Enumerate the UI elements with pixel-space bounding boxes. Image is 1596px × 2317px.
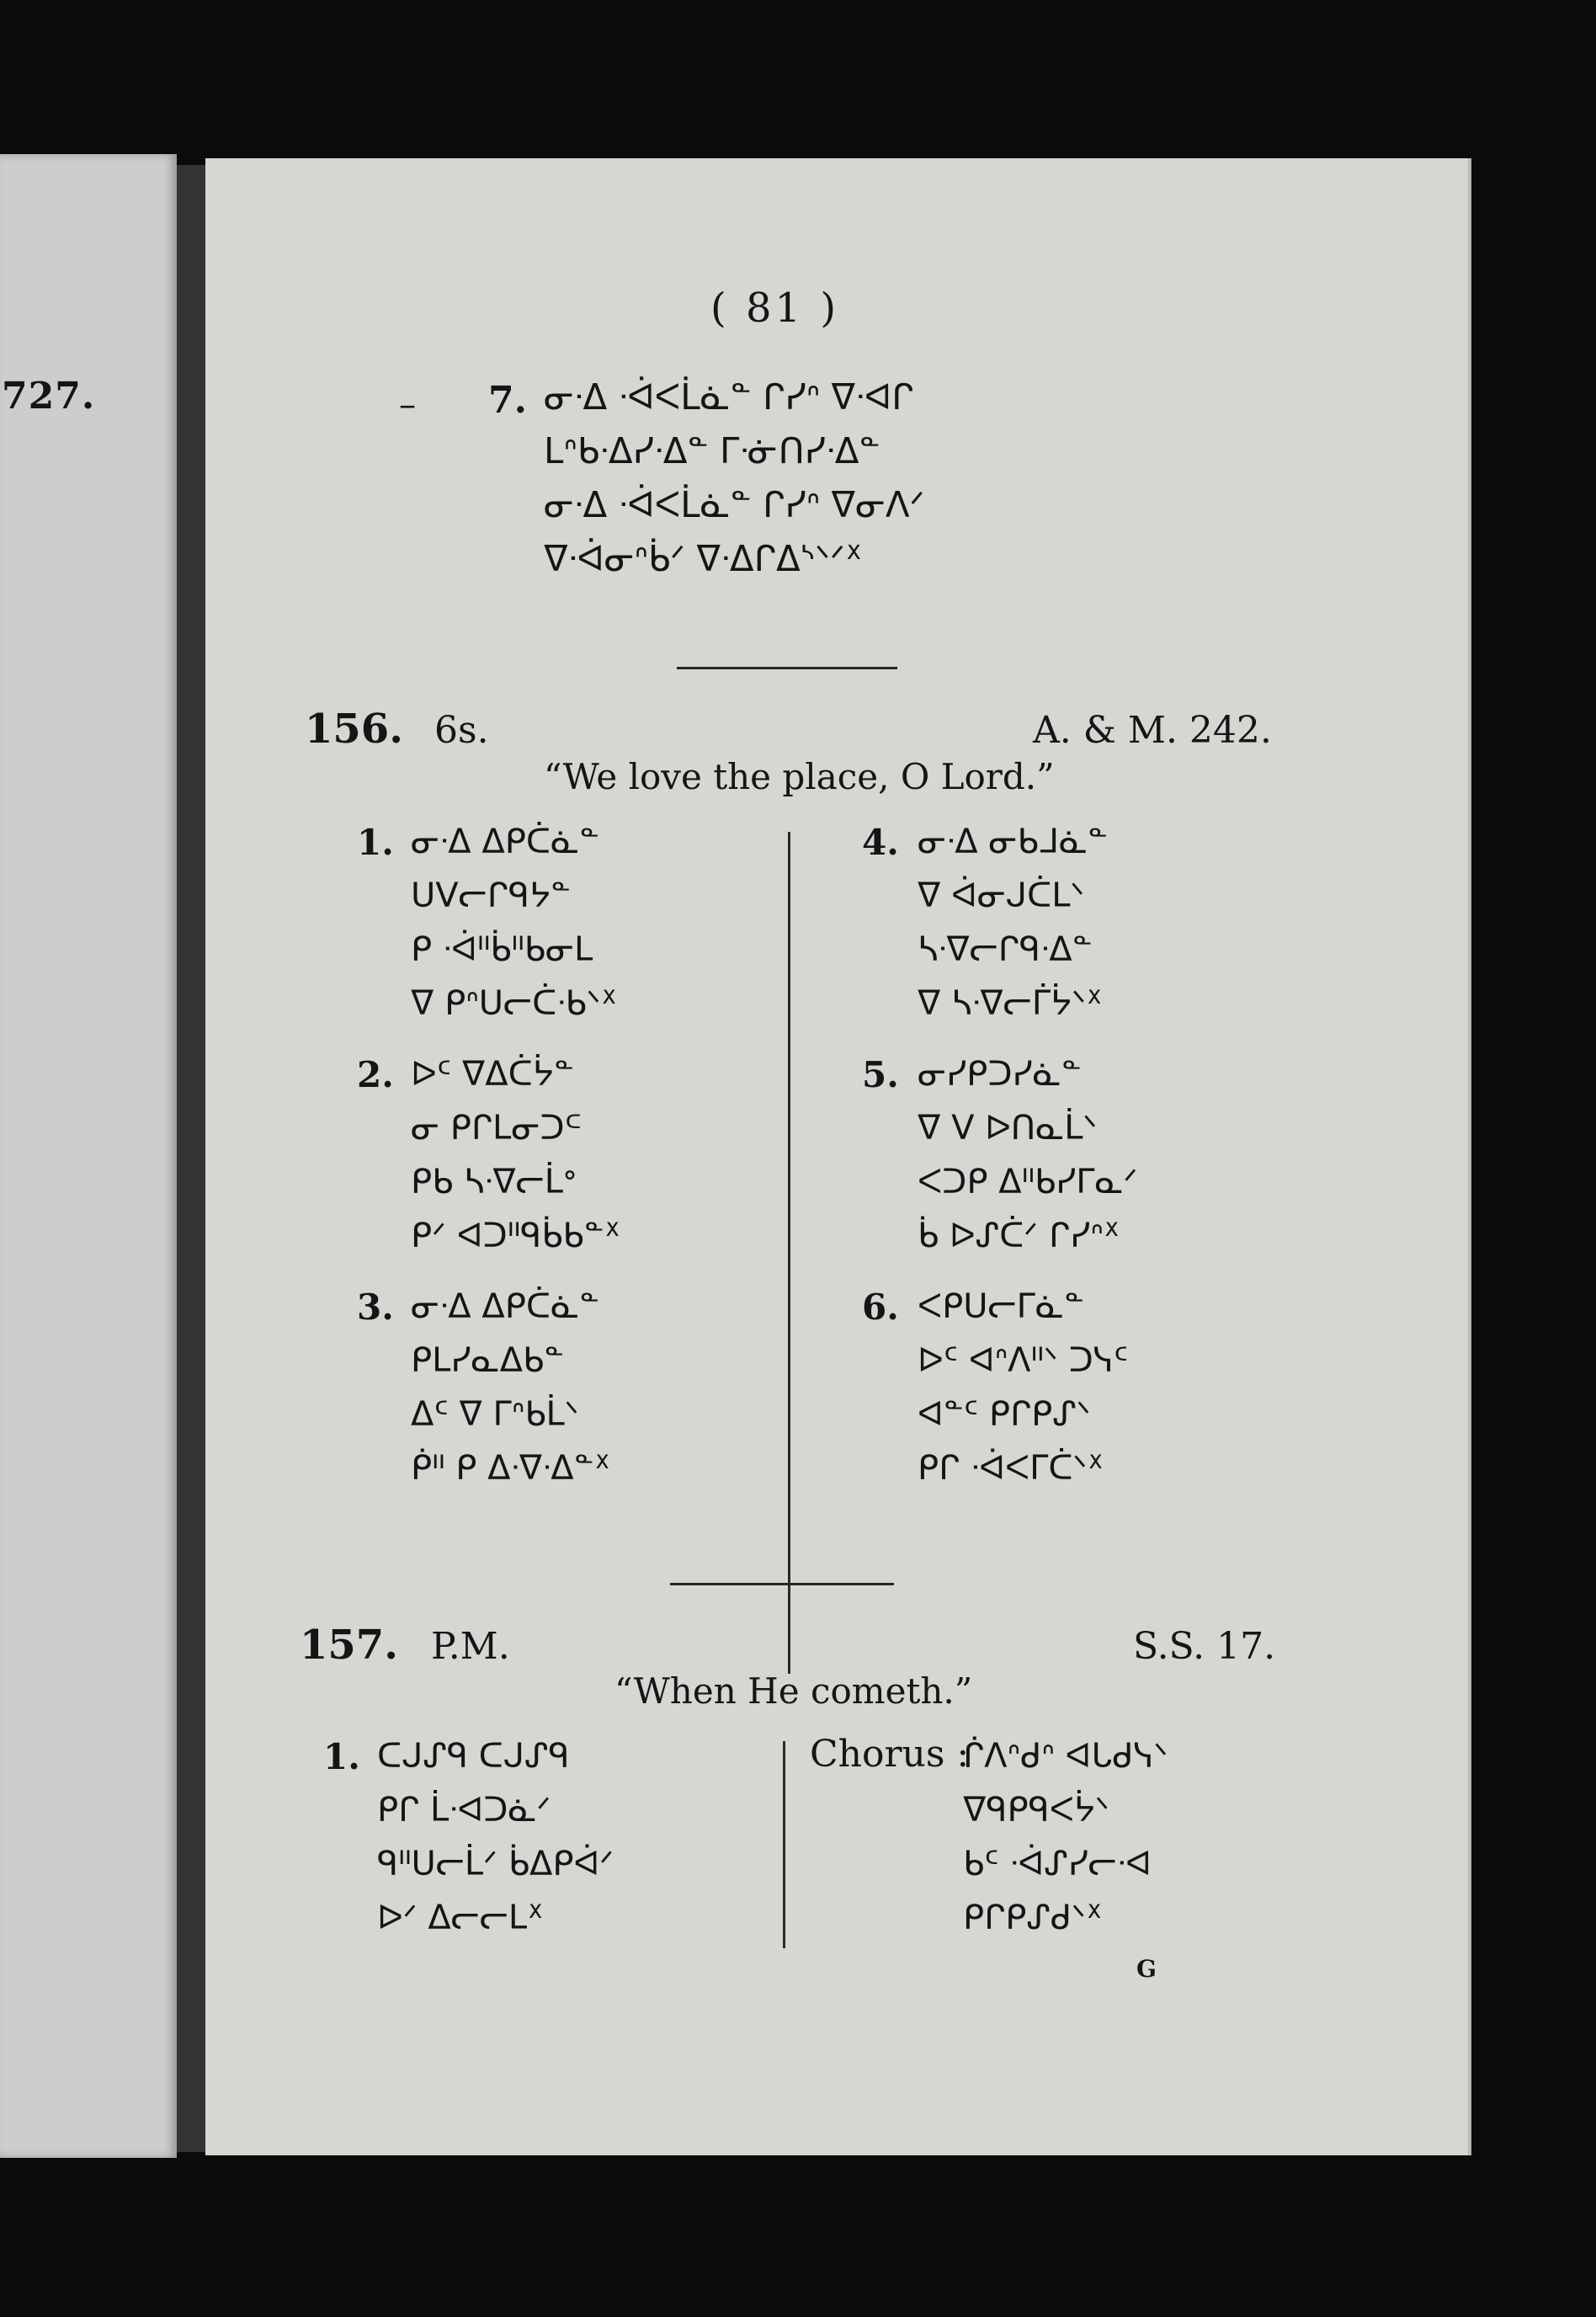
stanza-line: ᑭᒋ ᒫᐧᐊᑐᓈᐟ — [377, 1791, 551, 1830]
stanza-line: ᑭᒋ ᐧᐋᐸᒥᑖᐠᕽ — [918, 1449, 1104, 1488]
stanza-line: ᐁ ᐋᓂᒍᑖᒪᐠ — [918, 876, 1085, 915]
stanza-line: ᐃᑦ ᐁ ᒥᐢᑲᒫᐠ — [411, 1395, 579, 1434]
stanza-number: 1. — [323, 1736, 360, 1777]
stanza-line: ᐅᑦ ᐊᐢᐱᐦᐠ ᑐᓭᑦ — [918, 1341, 1129, 1380]
verse-line: ᓂᐧᐃ ᐧᐋᐸᒫᓈᓐ ᒋᓯᐢ ᐁᐧᐊᒋ — [544, 376, 914, 418]
chorus — [963, 1729, 1168, 1945]
verse-dash: – — [399, 386, 416, 424]
page-number: ( 81 ) — [710, 285, 840, 332]
stanza-number: 5. — [862, 1054, 899, 1095]
stanza-line: ᐁ ᐯ ᐅᑎᓇᒫᐠ — [918, 1109, 1098, 1148]
verse-line: ᒪᐢᑲᐧᐃᓯᐧᐃᓐ ᒥᐧᓃᑎᓯᐧᐃᓐ — [544, 430, 880, 471]
stanza-line: ᐅᐟ ᐃᓕᓕᒪᕽ — [377, 1899, 544, 1937]
stanza-line: ᑭᐟ ᐊᑐᐦᑫᑳᑲᓐᕽ — [411, 1217, 620, 1255]
stanza-line: ᑭᒪᓯᓇᐃᑲᓐ — [411, 1341, 565, 1380]
stanza-line: ᑫᐦᑌᓕᒫᐟ ᑳᐃᑭᐋᐟ — [377, 1845, 614, 1883]
stanza-line: ᑭᑲ ᓴᐧᐁᓕᒫᐤ — [411, 1163, 577, 1201]
stanza-line: ᐸᑐᑭ ᐃᐦᑲᓯᒥᓇᐟ — [918, 1163, 1138, 1201]
stanza-line: ᓂᐧᐃ ᐃᑭᑖᓈᓐ — [411, 1287, 600, 1326]
stanza-number: 1. — [357, 822, 394, 863]
stanza-line: ᐅᑦ ᐁᐃᑖᔮᓐ — [411, 1055, 574, 1094]
stanza-line: ᐁ ᓴᐧᐁᓕᒦᔮᐠᕽ — [918, 984, 1103, 1023]
stanza-number: 2. — [357, 1054, 394, 1095]
stanza-line: ᓂᐧᐃ ᓂᑲᒧᓈᓐ — [918, 823, 1109, 861]
column-divider — [783, 1741, 785, 1948]
stanza-line: ᐸᑭᑌᓕᒥᓈᓐ — [918, 1287, 1084, 1326]
stanza-line: ᐊᓐᑦ ᑭᒋᑭᔑᐠ — [918, 1395, 1091, 1434]
right-page — [205, 158, 1471, 2155]
stanza-number: 6. — [862, 1286, 899, 1328]
hymn-tune: A. & M. 242. — [1033, 709, 1272, 752]
stanza-line: ᑌᐯᓕᒋᑫᔭᓐ — [411, 876, 572, 915]
chorus-line: ᑲᑦ ᐧᐋᔑᓯᓕᐧᐊ — [963, 1845, 1152, 1883]
verse-line: ᐁᐧᐋᓂᐢᑳᐟ ᐁᐧᐃᒋᐃᔅᐠᐟᕽ — [544, 538, 863, 579]
signature-mark: G — [1136, 1955, 1157, 1983]
stanza-line: ᑮᐦ ᑭ ᐃᐧᐁᐧᐃᓐᕽ — [411, 1449, 611, 1488]
stanza-line: ᑳ ᐅᔑᑖᐟ ᒋᓯᐢᕽ — [918, 1217, 1120, 1255]
verse-7-text — [544, 370, 924, 586]
stanza-line: ᓂᓯᑭᑐᓯᓈᓐ — [918, 1055, 1082, 1094]
stanza-number: 4. — [862, 822, 899, 863]
binding-gutter — [177, 165, 205, 2152]
hymn-title: “When He cometh.” — [614, 1670, 973, 1712]
section-divider — [670, 1583, 894, 1585]
verse-line: ᓂᐧᐃ ᐧᐋᐸᒫᓈᓐ ᒋᓯᐢ ᐁᓂᐱᐟ — [544, 484, 925, 525]
hymn-meter: P.M. — [431, 1625, 510, 1668]
hymn-number: 157. — [300, 1622, 398, 1669]
stanza-line: ᐁ ᑭᐢᑌᓕᑖᐧᑲᐠᕽ — [411, 984, 617, 1023]
chorus-line: ᑭᒋᑭᔑᑯᐠᕽ — [963, 1899, 1103, 1937]
verse-number: 7. — [488, 379, 527, 422]
stanza-line: ᓂ ᑭᒋᒪᓂᑐᒼ — [411, 1109, 582, 1148]
stanza-line: ᑕᒍᔑᑫ ᑕᒍᔑᑫ — [377, 1737, 570, 1776]
chorus-line: ᐁᑫᑭᑫᐸᔮᐠ — [963, 1791, 1109, 1830]
chorus-label: Chorus : — [810, 1733, 970, 1776]
left-page-hymn-number: 727. — [2, 375, 96, 418]
stanza-number: 3. — [357, 1286, 394, 1328]
hymn-meter: 6s. — [434, 709, 489, 752]
stanza-line: ᑭ ᐧᐋᐦᑳᐦᑲᓂᒪ — [411, 930, 593, 969]
chorus-line: ᒌᐱᐢᑯᐢ ᐊᒐᑯᓭᐠ — [963, 1737, 1168, 1776]
section-divider — [677, 667, 897, 669]
hymn-tune: S.S. 17. — [1133, 1625, 1276, 1668]
hymn-number: 156. — [305, 706, 403, 753]
stanza-line: ᓴᐧᐁᓕᒋᑫᐧᐃᓐ — [918, 930, 1093, 969]
stanza-line: ᓂᐧᐃ ᐃᑭᑖᓈᓐ — [411, 823, 600, 861]
hymn-title: “We love the place, O Lord.” — [544, 756, 1055, 797]
left-page — [0, 154, 177, 2158]
column-divider — [788, 832, 790, 1674]
